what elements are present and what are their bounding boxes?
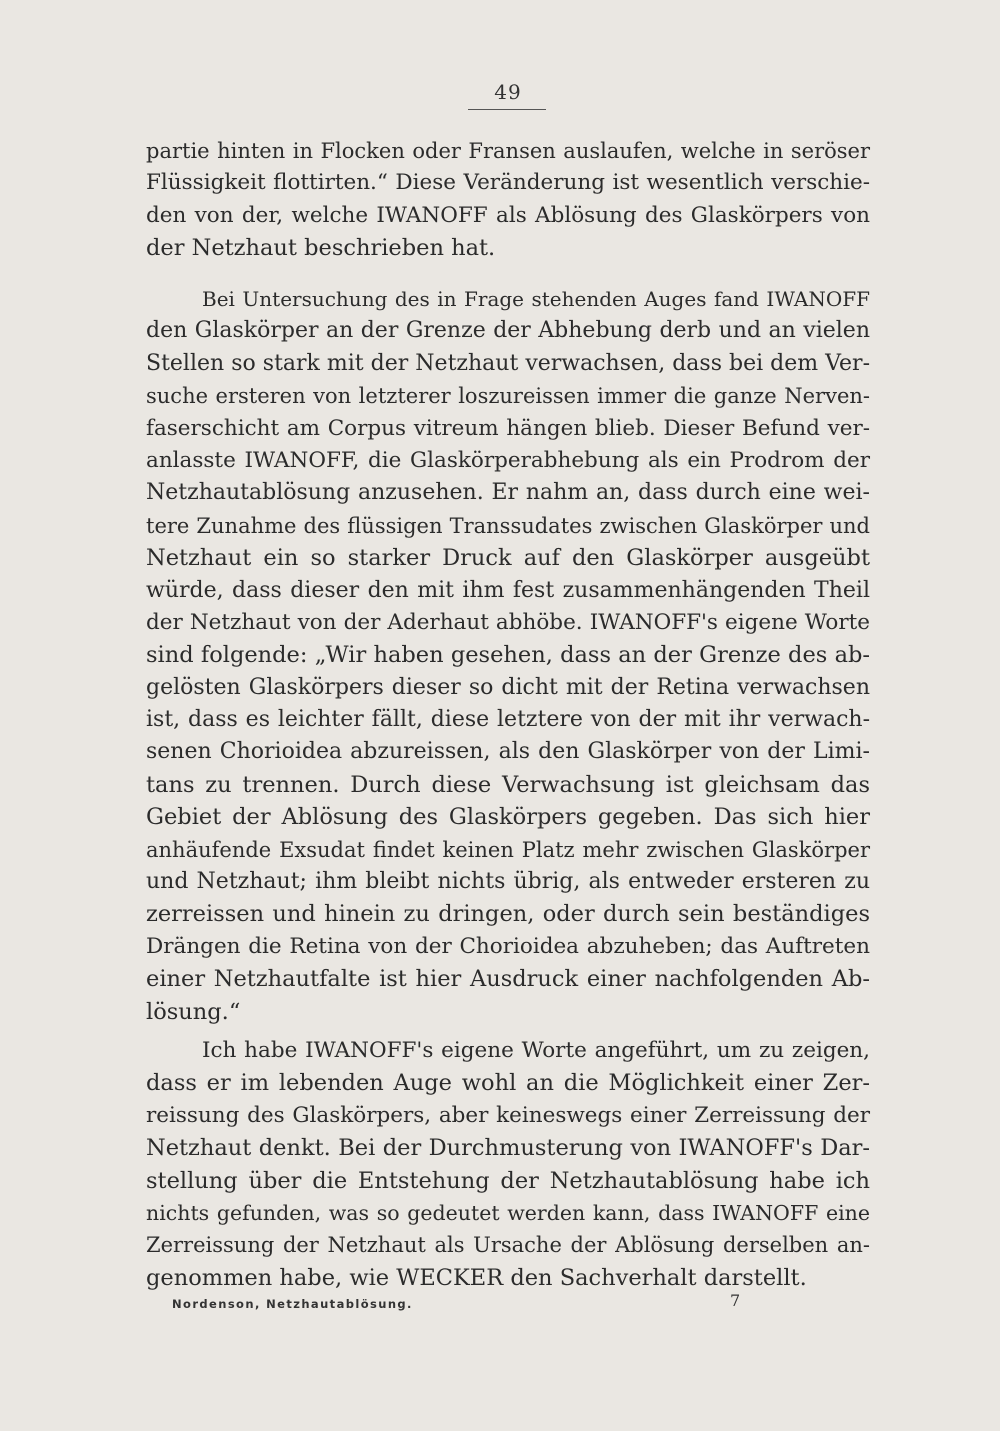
text-line: ist, dass es leichter fällt, diese letztere von der mit ihr verwach-	[146, 707, 870, 733]
text-line: reissung des Glaskörpers, aber keineswegs einer Zerreissung der	[146, 1102, 870, 1128]
text-line: dass er im lebenden Auge wohl an die Möglichkeit einer Zer-	[146, 1070, 870, 1097]
text-line: anlasste IWANOFF, die Glaskörperabhebung als ein Prodrom der	[146, 447, 870, 473]
sheet-number: 7	[730, 1291, 741, 1310]
text-line: gelösten Glaskörpers dieser so dicht mit der Retina verwachsen	[146, 674, 870, 700]
text-line: anhäufende Exsudat findet keinen Platz mehr zwischen Glaskörper	[146, 837, 870, 862]
text-line: senen Chorioidea abzureissen, als den Glaskörper von der Limi-	[146, 739, 870, 765]
text-line: lösung.“	[146, 998, 241, 1025]
text-line: und Netzhaut; ihm bleibt nichts übrig, als entweder ersteren zu	[146, 869, 870, 895]
text-line: partie hinten in Flocken oder Fransen auslaufen, welche in seröser	[146, 139, 870, 163]
text-line: würde, dass dieser den mit ihm fest zusammenhängenden Theil	[146, 577, 870, 603]
text-line: Zerreissung der Netzhaut als Ursache der Ablösung derselben an-	[146, 1233, 870, 1258]
text-line: faserschicht am Corpus vitreum hängen blieb. Dieser Befund ver-	[146, 415, 870, 441]
text-line: zerreissen und hinein zu dringen, oder durch sein beständiges	[146, 901, 870, 928]
page-number: 49	[494, 80, 522, 104]
text-line: tere Zunahme des flüssigen Transsudates zwischen Glaskörper und	[146, 513, 870, 538]
paragraph-3	[146, 1035, 870, 1294]
header-rule	[468, 109, 546, 110]
text-line: einer Netzhautfalte ist hier Ausdruck einer nachfolgenden Ab-	[146, 966, 870, 993]
text-line: Netzhautablösung anzusehen. Er nahm an, dass durch eine wei-	[146, 480, 870, 506]
text-line: tans zu trennen. Durch diese Verwachsung ist gleichsam das	[146, 771, 870, 798]
text-line: genommen habe, wie WECKER den Sachverhalt darstellt.	[146, 1264, 807, 1291]
text-line: Gebiet der Ablösung des Glaskörpers gegeben. Das sich hier	[146, 804, 870, 831]
text-line: suche ersteren von letzterer loszureissen immer die ganze Nerven-	[146, 384, 870, 409]
text-line: Stellen so stark mit der Netzhaut verwachsen, dass bei dem Ver-	[146, 350, 870, 376]
paragraph-2	[146, 283, 870, 1028]
text-line: Drängen die Retina von der Chorioidea abzuheben; das Auftreten	[146, 933, 870, 959]
paragraph-1	[146, 135, 870, 265]
text-line: stellung über die Entstehung der Netzhautablösung habe ich	[146, 1167, 870, 1194]
printer-signature: Nordenson, Netzhautablösung.	[172, 1297, 413, 1311]
text-line: Netzhaut ein so starker Druck auf den Glaskörper ausgeübt	[146, 545, 870, 572]
text-line: Ich habe IWANOFF's eigene Worte angeführt, um zu zeigen,	[202, 1038, 870, 1063]
text-line: der Netzhaut beschrieben hat.	[146, 235, 496, 262]
text-line: sind folgende: „Wir haben gesehen, dass an der Grenze des ab-	[146, 642, 870, 669]
text-line: Bei Untersuchung des in Frage stehenden Auges fand IWANOFF	[202, 287, 870, 311]
text-line: Netzhaut denkt. Bei der Durchmusterung von IWANOFF's Dar-	[146, 1135, 870, 1162]
text-line: Flüssigkeit flottirten.“ Diese Veränderung ist wesentlich verschie-	[146, 170, 870, 196]
text-line: nichts gefunden, was so gedeutet werden kann, dass IWANOFF eine	[146, 1200, 870, 1225]
text-line: den Glaskörper an der Grenze der Abhebung derb und an vielen	[146, 318, 870, 344]
text-line: den von der, welche IWANOFF als Ablösung des Glaskörpers von	[146, 202, 870, 228]
text-line: der Netzhaut von der Aderhaut abhöbe. IWANOFF's eigene Worte	[146, 609, 870, 635]
